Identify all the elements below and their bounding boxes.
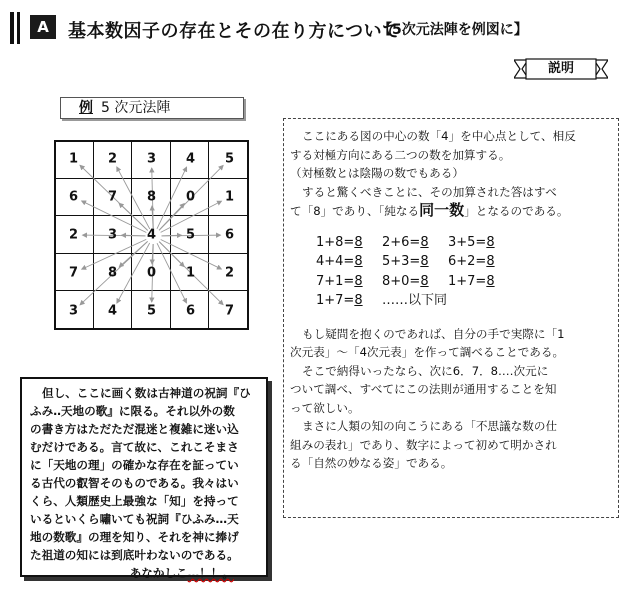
example-name: 5 次元法陣: [101, 100, 171, 116]
magic-square-number: 0: [185, 189, 196, 205]
equation-answer: 8: [486, 254, 495, 269]
equation-lhs: 8+0=: [382, 273, 421, 289]
magic-square-number: 4: [185, 151, 196, 167]
radiating-arrow: [121, 235, 145, 236]
equation-lhs: 2+6=: [382, 234, 421, 250]
header-rule-thick: [10, 12, 14, 44]
example-label-box: [60, 97, 244, 119]
equation: [316, 272, 382, 292]
explanation-ribbon: [514, 58, 608, 80]
example-label: 例: [79, 100, 93, 116]
emphasis-same-number: 同一数: [419, 201, 465, 219]
equation-lhs: 4+4=: [316, 254, 355, 269]
equation-answer: 8: [354, 234, 363, 250]
body-line: ここにある図の中心の数「4」を中心点として、相反: [302, 129, 576, 143]
note-line: に「天地の理」の確かな存在を証ってい: [30, 458, 239, 472]
equation-lhs: 3+5=: [448, 234, 487, 250]
magic-square-number: 5: [185, 227, 196, 243]
ribbon-label: 説明: [547, 61, 574, 76]
magic-square-number: 4: [107, 303, 118, 319]
equation: [316, 252, 382, 272]
magic-square-number: 2: [224, 265, 235, 281]
equation: [316, 233, 382, 253]
magic-square-number: 4: [146, 227, 157, 243]
equation: [316, 291, 382, 311]
magic-square-number: 3: [146, 151, 157, 167]
section-badge: A: [30, 15, 56, 39]
equation: [448, 252, 514, 272]
explanation-box: [283, 118, 619, 518]
body-line: って欲しい。: [290, 400, 360, 415]
equation-answer: 8: [354, 293, 363, 308]
equation: [448, 272, 514, 292]
body-line: 次元表」～「4次元表」を作って調べることである。: [290, 345, 565, 359]
equation-lhs: 6+2=: [448, 254, 487, 269]
equation-answer: 8: [486, 273, 495, 289]
equation-row: [316, 291, 612, 311]
equation-answer: 8: [420, 273, 429, 289]
magic-square: [54, 140, 249, 330]
note-line: 但し、ここに画く数は古神道の祝詞『ひ: [42, 386, 251, 400]
magic-square-number: 3: [107, 227, 118, 243]
radiating-arrow: [157, 167, 187, 229]
magic-square-number: 0: [146, 265, 157, 281]
magic-square-number: 2: [68, 227, 79, 243]
equation-answer: 8: [354, 273, 363, 289]
equation-answer: 8: [354, 254, 363, 269]
note-line: の書き方はただただ混迷と複雑に迷い込: [30, 422, 239, 436]
equation-lhs: 1+7=: [316, 293, 355, 308]
page-title: 基本数因子の存在とその在り方について: [68, 21, 401, 42]
equation-list: [316, 233, 612, 311]
magic-square-number: 3: [68, 303, 79, 319]
equation-lhs: 1+7=: [448, 273, 487, 289]
magic-square-number: 1: [185, 265, 196, 281]
magic-square-number: 2: [107, 151, 118, 167]
body-line: すると驚くべきことに、その加算された答はすべ: [302, 184, 557, 199]
equation-row: [316, 233, 612, 253]
equation: [382, 252, 448, 272]
note-line: 地の数歌』の理を知り、それを神に捧げ: [30, 530, 239, 544]
note-line: た祖道の知には到底叶わないのである。: [30, 548, 239, 562]
body-line: する対極方向にある二つの数を加算する。: [290, 147, 511, 162]
equation: [382, 272, 448, 292]
magic-square-number: 6: [185, 303, 196, 319]
equation-lhs: 5+3=: [382, 254, 421, 269]
magic-square-number: 6: [68, 189, 79, 205]
body-line: ついて調べ、すべてにこの法則が通用することを知: [290, 382, 557, 396]
magic-square-number: 8: [107, 265, 118, 281]
equation: [448, 233, 514, 253]
equation: [382, 233, 448, 253]
body-text: て「8」であり、「純なる: [290, 204, 420, 218]
note-line: くら、人類歴史上最強な「知」を持って: [30, 494, 239, 508]
magic-square-number: 6: [224, 227, 235, 243]
body-line: 組みの表れ」であり、数字によって初めて明かされ: [290, 437, 557, 452]
equation-answer: 8: [420, 234, 429, 250]
magic-square-number: 8: [146, 189, 157, 205]
body-line: （対極数とは陰陽の数でもある）: [290, 166, 464, 180]
equation-answer: 8: [486, 234, 495, 250]
magic-square-number: 7: [68, 265, 79, 281]
body-line: そこで納得いったなら、次に6．7．8‥‥次元に: [302, 363, 549, 378]
magic-square-number: 1: [224, 189, 235, 205]
kotodama-note-box: [20, 377, 268, 580]
header-rule-thin: [17, 12, 20, 44]
note-line: いるといくら嘯いても祝詞『ひふみ…天: [30, 512, 239, 526]
equation-row: [316, 272, 612, 292]
body-text: 」となるのである。: [464, 204, 569, 218]
magic-square-number: 7: [107, 189, 118, 205]
note-closing-mark: …！！。: [187, 566, 234, 580]
magic-square-number: 5: [146, 303, 157, 319]
equation-lhs: 7+1=: [316, 273, 355, 289]
magic-square-number: 1: [68, 151, 79, 167]
equation-answer: 8: [420, 254, 429, 269]
body-line: [290, 201, 612, 221]
radiating-arrow: [117, 167, 150, 229]
note-line: むだけである。言て故に、これこそまさ: [30, 440, 239, 454]
page-subtitle: 【5次元法陣を例図に】: [378, 22, 528, 38]
note-closing: [30, 564, 258, 582]
note-closing-text: あなかしこ: [129, 566, 188, 580]
note-line: ふみ‥天地の歌』に限る。それ以外の数: [30, 404, 235, 418]
magic-square-number: 7: [224, 303, 235, 319]
radiating-arrow: [117, 243, 150, 303]
equations-tail: ……以下同: [382, 293, 448, 308]
equation-lhs: 1+8=: [316, 234, 355, 250]
radiating-arrow: [157, 243, 186, 303]
magic-square-number: 5: [224, 151, 235, 167]
body-line: る「自然の妙なる姿」である。: [290, 456, 453, 470]
note-line: る古代の叡智そのものである。我々はい: [30, 476, 239, 490]
equation-row: [316, 252, 612, 272]
body-line: もし疑問を抱くのであれば、自分の手で実際に「1: [302, 326, 565, 341]
body-line: まさに人類の知の向こうにある「不思議な数の仕: [302, 419, 558, 433]
